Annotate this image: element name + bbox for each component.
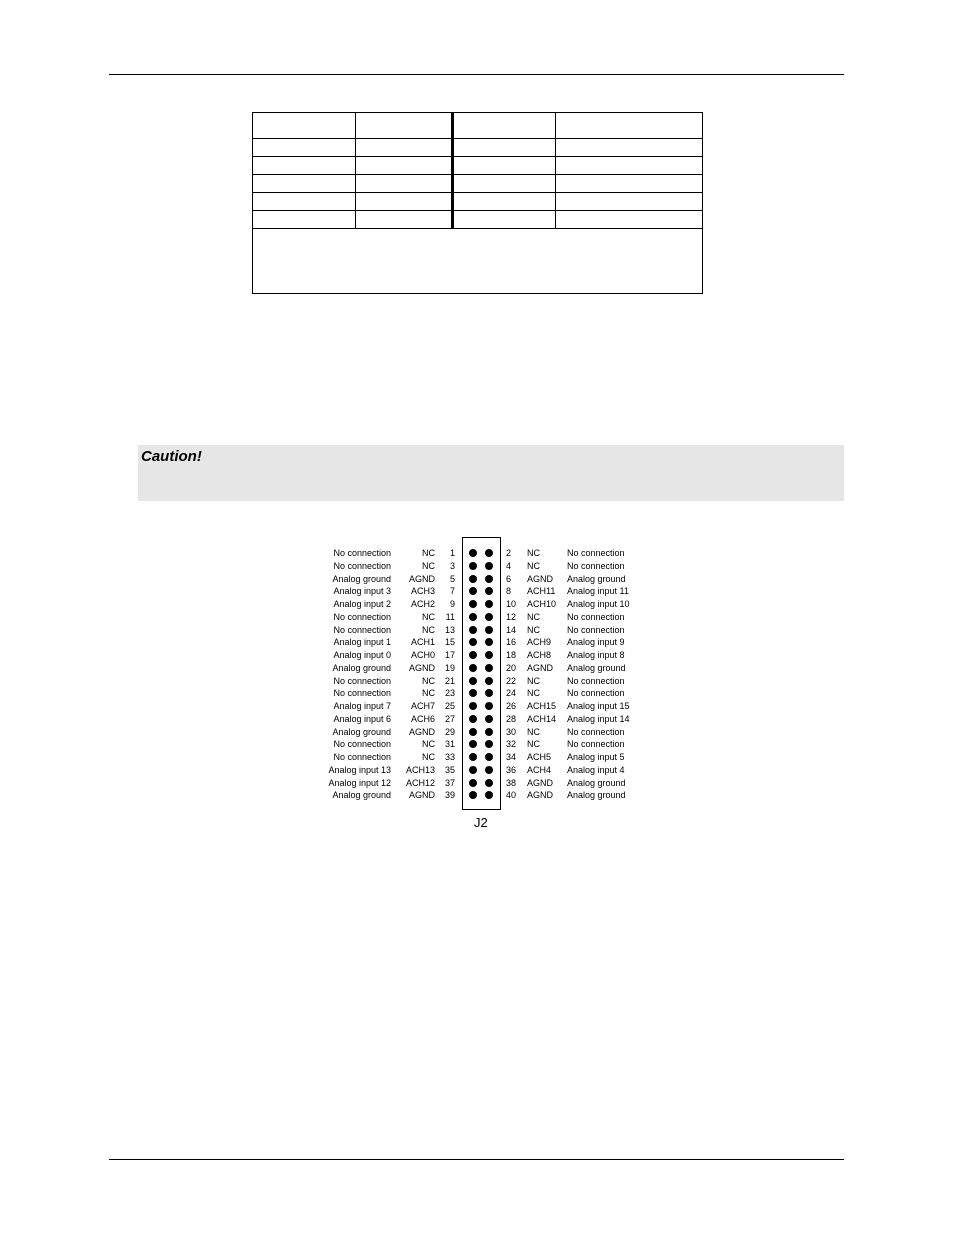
pin-signal: NC (422, 752, 435, 762)
pin-number: 27 (444, 714, 455, 724)
pin-dot (485, 779, 493, 787)
pin-signal: NC (422, 548, 435, 558)
pin-signal: AGND (527, 778, 554, 788)
pin-dot (469, 791, 477, 799)
pin-dot (485, 715, 493, 723)
footer-rule (109, 1159, 844, 1160)
pin-description: Analog input 6 (333, 714, 391, 724)
pin-description: Analog input 15 (567, 701, 630, 711)
pin-dot (485, 664, 493, 672)
pin-dot (469, 740, 477, 748)
pin-dot (485, 587, 493, 595)
pin-signal: AGND (527, 574, 554, 584)
pin-number: 31 (444, 739, 455, 749)
pin-description: Analog input 5 (567, 752, 625, 762)
pin-signal: AGND (408, 574, 435, 584)
pin-dot (469, 753, 477, 761)
pin-dot (469, 562, 477, 570)
pin-dot (469, 549, 477, 557)
pin-signal: NC (422, 561, 435, 571)
pin-dot (469, 575, 477, 583)
pin-description: No connection (333, 739, 391, 749)
pin-number: 4 (506, 561, 512, 571)
pin-description: Analog input 2 (333, 599, 391, 609)
pin-signal: NC (422, 625, 435, 635)
pin-signal: NC (527, 612, 540, 622)
pin-signal: ACH14 (527, 714, 557, 724)
pin-number: 14 (506, 625, 517, 635)
pin-dot (485, 600, 493, 608)
pin-description: No connection (567, 612, 625, 622)
pin-signal: ACH13 (405, 765, 435, 775)
pin-description: Analog input 13 (328, 765, 391, 775)
pin-signal: ACH11 (527, 586, 556, 596)
pin-description: No connection (333, 548, 391, 558)
pin-description: No connection (333, 561, 391, 571)
pin-number: 36 (506, 765, 517, 775)
pin-number: 30 (506, 727, 517, 737)
pin-dot (485, 753, 493, 761)
pin-signal: ACH12 (405, 778, 435, 788)
pin-number: 39 (444, 790, 455, 800)
pin-description: No connection (567, 739, 625, 749)
pin-dot (469, 638, 477, 646)
pin-description: No connection (567, 561, 625, 571)
pin-number: 25 (444, 701, 455, 711)
pin-number: 7 (449, 586, 455, 596)
pin-dot (469, 689, 477, 697)
pin-number: 5 (449, 574, 455, 584)
pin-dot (485, 651, 493, 659)
pin-number: 22 (506, 676, 517, 686)
pin-signal: ACH2 (410, 599, 435, 609)
caution-title: Caution! (141, 448, 202, 465)
pin-number: 17 (444, 650, 455, 660)
pin-description: Analog input 11 (567, 586, 629, 596)
pin-dot (485, 677, 493, 685)
pin-description: Analog input 8 (567, 650, 625, 660)
pin-signal: NC (527, 676, 540, 686)
pin-dot (485, 740, 493, 748)
pin-dot (485, 702, 493, 710)
pin-signal: ACH10 (527, 599, 557, 609)
pin-number: 16 (506, 637, 517, 647)
pin-signal: ACH3 (410, 586, 435, 596)
pin-number: 8 (506, 586, 512, 596)
pin-signal: ACH5 (527, 752, 552, 762)
pin-description: Analog input 0 (333, 650, 391, 660)
pin-description: Analog input 4 (567, 765, 625, 775)
pin-signal: ACH7 (410, 701, 435, 711)
pin-description: No connection (567, 676, 625, 686)
pin-signal: NC (527, 548, 540, 558)
pin-description: No connection (333, 676, 391, 686)
pin-description: Analog input 10 (567, 599, 630, 609)
pin-number: 24 (506, 688, 517, 698)
pin-number: 3 (449, 561, 455, 571)
pin-dot (469, 664, 477, 672)
connector-label: J2 (474, 815, 488, 830)
pin-number: 13 (444, 625, 455, 635)
pin-signal: AGND (527, 790, 554, 800)
pin-dot (469, 626, 477, 634)
pin-description: Analog ground (567, 574, 626, 584)
pin-description: No connection (567, 688, 625, 698)
pin-description: Analog input 9 (567, 637, 625, 647)
pin-description: No connection (567, 548, 625, 558)
pin-number: 21 (444, 676, 455, 686)
pin-number: 18 (506, 650, 517, 660)
pin-dot (485, 689, 493, 697)
pin-number: 34 (506, 752, 517, 762)
pin-dot (469, 613, 477, 621)
pin-dot (469, 677, 477, 685)
pin-dot (485, 626, 493, 634)
pin-description: No connection (333, 688, 391, 698)
pin-description: No connection (567, 625, 625, 635)
pin-description: Analog ground (567, 663, 626, 673)
pin-signal: NC (422, 739, 435, 749)
pin-dot (469, 600, 477, 608)
pin-signal: ACH9 (527, 637, 552, 647)
pin-description: Analog ground (567, 790, 626, 800)
pin-description: No connection (567, 727, 625, 737)
pin-dot (469, 715, 477, 723)
pin-number: 40 (506, 790, 517, 800)
pin-dot (485, 562, 493, 570)
pin-description: Analog input 1 (333, 637, 391, 647)
pin-signal: NC (527, 625, 540, 635)
pin-number: 2 (506, 548, 512, 558)
pin-dot (485, 728, 493, 736)
pin-signal: NC (527, 739, 540, 749)
pin-dot (485, 575, 493, 583)
pin-number: 15 (444, 637, 455, 647)
pin-signal: AGND (408, 663, 435, 673)
pin-signal: NC (527, 727, 540, 737)
pin-dot (485, 613, 493, 621)
pin-number: 9 (449, 599, 455, 609)
pin-signal: AGND (408, 727, 435, 737)
pin-number: 23 (444, 688, 455, 698)
pin-dot (485, 638, 493, 646)
pin-signal: NC (527, 561, 540, 571)
pin-dot (469, 766, 477, 774)
pin-description: Analog ground (332, 574, 391, 584)
pin-description: Analog input 12 (328, 778, 391, 788)
pin-dot (485, 766, 493, 774)
pin-description: Analog input 7 (333, 701, 391, 711)
pin-number: 28 (506, 714, 517, 724)
pin-signal: NC (527, 688, 540, 698)
pin-signal: ACH8 (527, 650, 552, 660)
pin-number: 12 (506, 612, 517, 622)
pin-number: 29 (444, 727, 455, 737)
pin-number: 35 (444, 765, 455, 775)
pin-number: 11 (445, 612, 455, 622)
pin-number: 6 (506, 574, 512, 584)
pin-number: 38 (506, 778, 517, 788)
pin-dot (469, 702, 477, 710)
pin-signal: NC (422, 688, 435, 698)
pin-number: 33 (444, 752, 455, 762)
pin-description: Analog ground (332, 790, 391, 800)
pin-signal: NC (422, 676, 435, 686)
pin-number: 20 (506, 663, 517, 673)
pin-number: 1 (449, 548, 455, 558)
pin-description: Analog ground (332, 663, 391, 673)
pin-signal: AGND (408, 790, 435, 800)
pin-dot (469, 651, 477, 659)
pin-signal: ACH0 (410, 650, 435, 660)
pin-dot (485, 549, 493, 557)
pin-description: Analog ground (567, 778, 626, 788)
pin-description: No connection (333, 625, 391, 635)
pin-number: 32 (506, 739, 517, 749)
pin-description: Analog ground (332, 727, 391, 737)
pin-dot (469, 587, 477, 595)
pin-signal: NC (422, 612, 435, 622)
pin-signal: ACH6 (410, 714, 435, 724)
connector-outline (462, 537, 501, 810)
pin-signal: ACH1 (410, 637, 435, 647)
pin-number: 19 (444, 663, 455, 673)
pin-description: No connection (333, 612, 391, 622)
pin-number: 37 (444, 778, 455, 788)
pin-signal: ACH4 (527, 765, 552, 775)
pin-signal: ACH15 (527, 701, 557, 711)
pin-number: 26 (506, 701, 517, 711)
pin-description: Analog input 3 (333, 586, 391, 596)
pin-description: No connection (333, 752, 391, 762)
pin-description: Analog input 14 (567, 714, 630, 724)
pin-signal: AGND (527, 663, 554, 673)
pin-dot (485, 791, 493, 799)
pin-dot (469, 728, 477, 736)
pin-dot (469, 779, 477, 787)
pin-number: 10 (506, 599, 517, 609)
